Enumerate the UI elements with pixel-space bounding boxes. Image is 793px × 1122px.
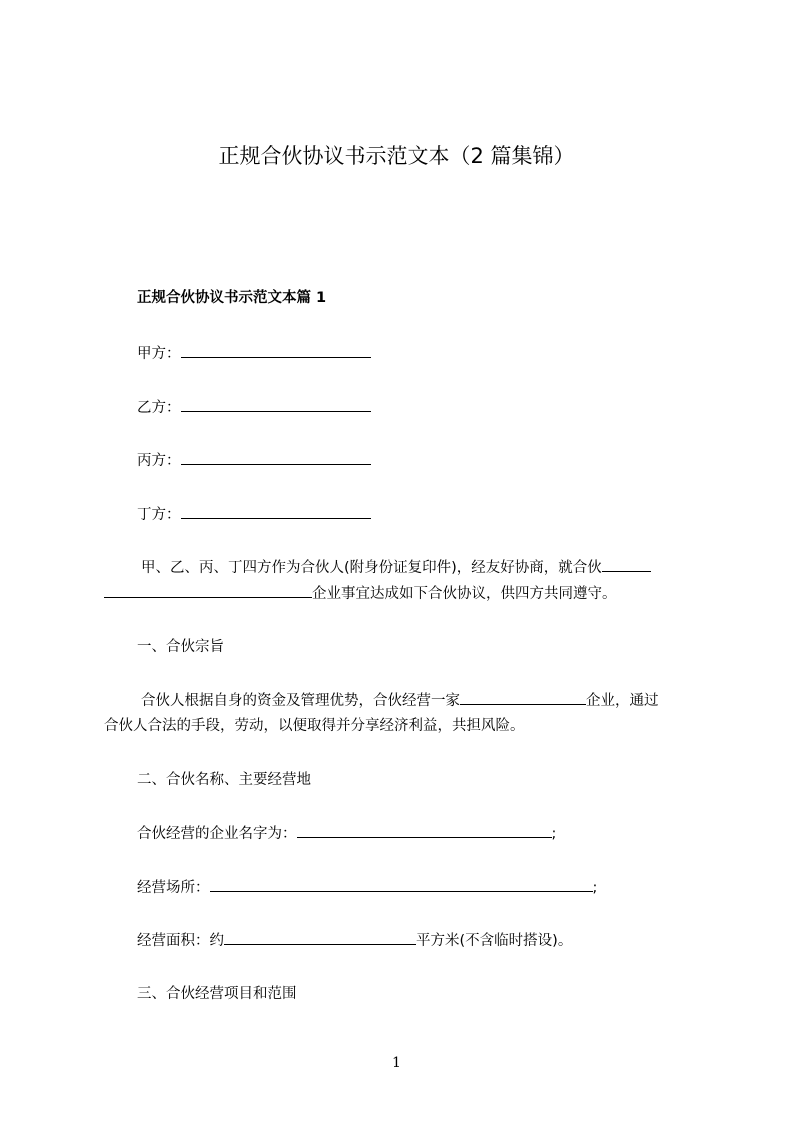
intro-line-2	[104, 585, 617, 603]
party-a-blank	[181, 345, 371, 358]
business-place-line	[137, 879, 597, 897]
clause-3-heading: 三、合伙经营项目和范围	[137, 986, 297, 1002]
intro-text-1: 甲、乙、丙、丁四方作为合伙人(附身份证复印件)，经友好协商，就合伙	[141, 560, 602, 576]
party-b-label: 乙方：	[137, 400, 181, 416]
section-heading: 正规合伙协议书示范文本篇 1	[137, 290, 327, 306]
party-c-line	[137, 452, 371, 470]
clause-1-text-b: 企业，通过	[586, 693, 659, 709]
business-area-blank	[224, 932, 416, 945]
party-a-label: 甲方：	[137, 346, 181, 362]
clause-1-heading: 一、合伙宗旨	[137, 639, 224, 655]
business-area-suffix: 平方米(不含临时搭设)。	[416, 933, 573, 949]
company-name-blank	[297, 825, 552, 838]
clause-1-line-1	[141, 692, 659, 710]
business-place-end: ;	[592, 880, 598, 896]
clause-2-heading: 二、合伙名称、主要经营地	[137, 772, 311, 788]
enterprise-blank	[460, 692, 586, 705]
business-area-line	[137, 932, 572, 950]
party-d-line	[137, 506, 371, 524]
business-place-label: 经营场所：	[137, 880, 210, 896]
page-number: 1	[392, 1055, 401, 1071]
intro-text-2: 企业事宜达成如下合伙协议，供四方共同遵守。	[312, 586, 617, 602]
party-b-line	[137, 399, 371, 417]
intro-line-1	[141, 559, 651, 577]
document-title: 正规合伙协议书示范文本（2 篇集锦）	[218, 144, 575, 168]
partnership-blank-2	[104, 585, 312, 598]
company-name-end: ;	[551, 826, 557, 842]
party-d-label: 丁方：	[137, 507, 181, 523]
company-name-label: 合伙经营的企业名字为：	[137, 826, 297, 842]
business-place-blank	[210, 879, 593, 892]
party-c-blank	[181, 452, 371, 465]
party-d-blank	[181, 506, 371, 519]
partnership-blank-1	[602, 559, 651, 572]
party-a-line	[137, 345, 371, 363]
clause-1-text-a: 合伙人根据自身的资金及管理优势，合伙经营一家	[141, 693, 460, 709]
clause-1-line-2: 合伙人合法的手段，劳动，以便取得并分享经济利益，共担风险。	[104, 718, 525, 734]
party-c-label: 丙方：	[137, 453, 181, 469]
party-b-blank	[181, 399, 371, 412]
business-area-label: 经营面积：约	[137, 933, 224, 949]
company-name-line	[137, 825, 556, 843]
